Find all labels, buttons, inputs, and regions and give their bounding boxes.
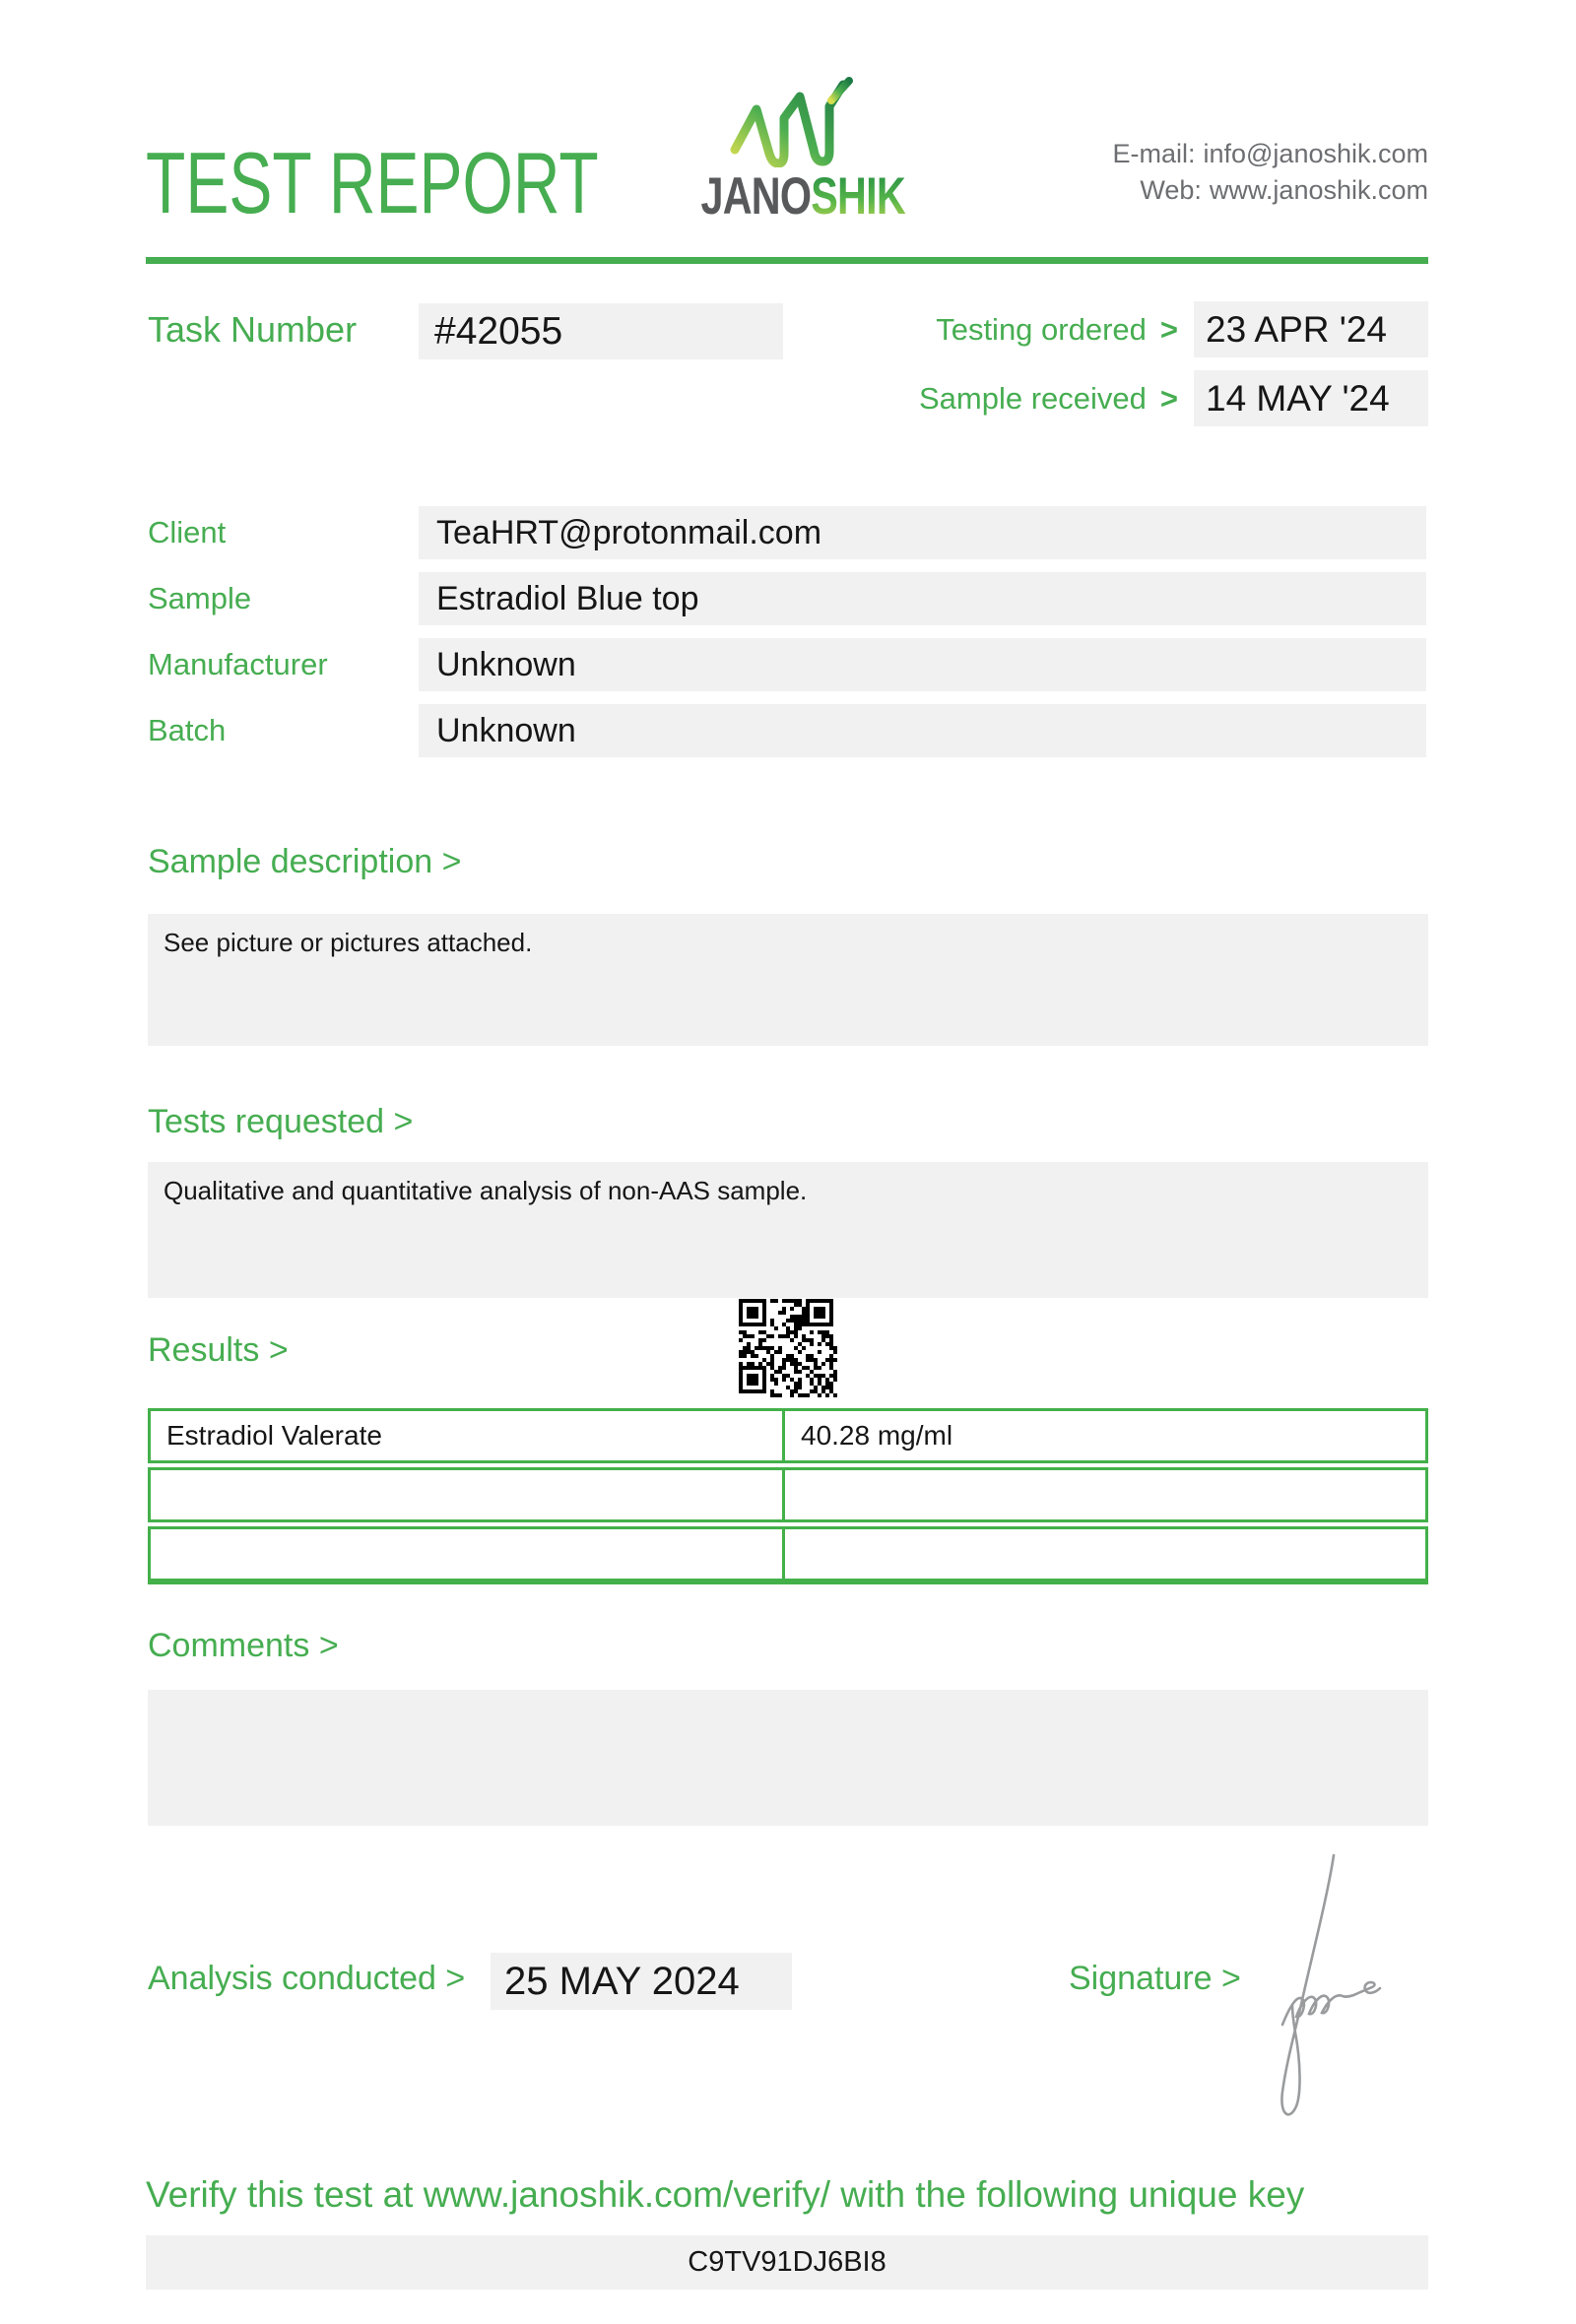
header-divider [146, 257, 1428, 264]
comments-heading: Comments > [148, 1627, 339, 1664]
sample-received-value: 14 MAY '24 [1194, 370, 1428, 426]
results-heading: Results > [148, 1331, 289, 1369]
results-table [148, 1408, 1428, 1588]
analysis-date-value: 25 MAY 2024 [491, 1953, 792, 2010]
results-row [148, 1526, 1428, 1584]
sample-description-box [148, 914, 1428, 1046]
result-value-cell [785, 1529, 1425, 1579]
task-number-label: Task Number [148, 309, 358, 350]
contact-email-line [1112, 136, 1428, 172]
verify-instruction: Verify this test at www.janoshik.com/verify/ with the following unique key [146, 2174, 1305, 2215]
signature-image [1249, 1838, 1407, 2143]
verify-key-value: C9TV91DJ6BI8 [146, 2235, 1428, 2290]
tests-requested-box [148, 1162, 1428, 1298]
result-analyte-cell: Estradiol Valerate [151, 1411, 785, 1460]
sample-value: Estradiol Blue top [419, 572, 1426, 625]
web-label: Web: [1140, 175, 1202, 205]
results-row [148, 1408, 1428, 1463]
logo-wordmark [700, 167, 905, 226]
contact-web-line [1112, 172, 1428, 209]
manufacturer-label: Manufacturer [148, 647, 328, 681]
email-value: info@janoshik.com [1203, 139, 1428, 168]
email-label: E-mail: [1112, 139, 1196, 168]
batch-value: Unknown [419, 704, 1426, 757]
results-row [148, 1467, 1428, 1522]
sample-description-text: See picture or pictures attached. [164, 928, 533, 957]
logo-text-jano: JANO [700, 167, 812, 226]
sample-received-row [867, 370, 1428, 426]
janoshik-logo [676, 77, 905, 226]
result-value-cell: 40.28 mg/ml [801, 1420, 953, 1451]
batch-label: Batch [148, 713, 227, 747]
sample-label: Sample [148, 581, 252, 615]
growth-chart-icon [727, 77, 853, 167]
page-title: TEST REPORT [146, 134, 599, 231]
contact-block [1112, 136, 1428, 209]
manufacturer-value: Unknown [419, 638, 1426, 691]
qr-code [738, 1298, 838, 1398]
testing-ordered-row [867, 301, 1428, 357]
comments-box [148, 1690, 1428, 1826]
tests-requested-heading: Tests requested > [148, 1103, 414, 1140]
testing-ordered-label: Testing ordered [936, 311, 1147, 347]
analysis-conducted-label: Analysis conducted > [148, 1960, 466, 1997]
tests-requested-text: Qualitative and quantitative analysis of non-AAS sample. [164, 1176, 808, 1205]
result-analyte-cell [151, 1470, 785, 1519]
task-number-value: #42055 [419, 303, 783, 359]
sample-received-label: Sample received [918, 380, 1147, 416]
signature-label: Signature > [1069, 1960, 1241, 1997]
client-value: TeaHRT@protonmail.com [419, 506, 1426, 559]
result-value-cell [785, 1470, 1425, 1519]
logo-text-shik: SHIK [811, 167, 905, 226]
result-analyte-cell [151, 1529, 785, 1579]
testing-ordered-arrow: > [1159, 311, 1178, 347]
sample-received-arrow: > [1159, 380, 1178, 416]
web-value: www.janoshik.com [1209, 175, 1428, 205]
testing-ordered-value: 23 APR '24 [1194, 301, 1428, 357]
client-label: Client [148, 515, 227, 549]
sample-description-heading: Sample description > [148, 843, 462, 880]
